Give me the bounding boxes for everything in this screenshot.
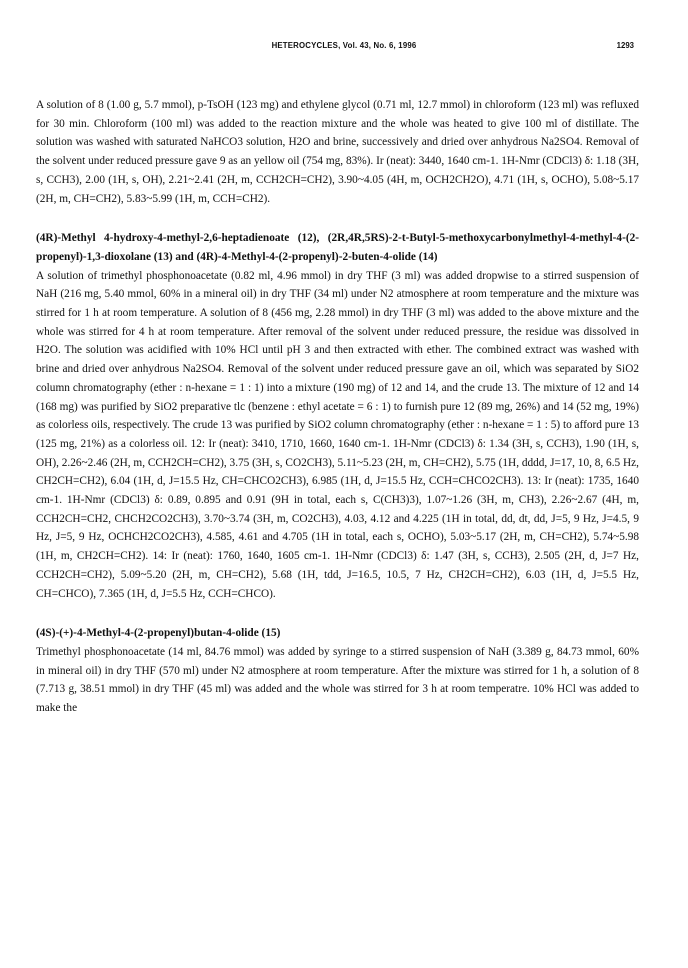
running-header [36, 41, 652, 55]
paragraph-wittig-horner: A solution of trimethyl phosphonoacetate (0.82 ml, 4.96 mmol) in dry THF (3 ml) was added dropwise to a stirred suspension of NaH (216 mg, 5.40 mmol, 60% in a mineral oil) in dry THF (34 ml) under N2 atmosphere at room temperature and the mixture was stirred for 1 h at room temperature. A solution of 8 (456 mg, 2.28 mmol) in dry THF (3 ml) was added to the above mixture and the whole was stirred for 4 h at room temperature. After removal of the solvent under reduced pressure, the residue was dissolved in H2O. The solution was acidified with 10% HCl until pH 3 and then extracted with ether. The combined extract was washed with brine and dried over anhydrous Na2SO4. Removal of the solvent under reduced pressure gave an oil, which was separated by SiO2 column chromatography (ether : n-hexane = 1 : 1) into a mixture (190 mg) of 12 and 14, and the crude 13. The mixture of 12 and 14 (168 mg) was purified by SiO2 preparative tlc (benzene : ethyl acetate = 6 : 1) to furnish pure 12 (89 mg, 26%) and 14 (52 mg, 19%) as colorless oils, respectively. The crude 13 was purified by SiO2 column chromatography (ether : n-hexane = 1 : 5) to afford pure 13 (125 mg, 21%) as a colorless oil. 12: Ir (neat): 3410, 1710, 1660, 1640 cm-1. 1H-Nmr (CDCl3) δ: 1.34 (3H, s, CCH3), 1.90 (1H, s, OH), 2.26~2.46 (2H, m, CCH2CH=CH2), 3.75 (3H, s, CO2CH3), 5.11~5.23 (2H, m, CH=CH2), 5.75 (1H, dddd, J=17, 10, 8, 6.5 Hz, CH2CH=CH2), 6.04 (1H, d, J=15.5 Hz, CH=CHCO2CH3), 6.985 (1H, d, J=15.5 Hz, CCH=CHCO2CH3). 13: Ir (neat): 1735, 1640 cm-1. 1H-Nmr (CDCl3) δ: 0.89, 0.895 and 0.91 (9H in total, each s, C(CH3)3), 1.07~1.26 (3H, m, CH3), 2.26~2.67 (4H, m, CCH2CH=CH2, CHCH2CO2CH3), 3.70~3.74 (3H, m, CO2CH3), 4.03, 4.12 and 4.225 (1H in total, dd, dt, dd, J=5, 9 Hz, J=4.5, 9 Hz, J=5, 9 Hz, OCHCH2CO2CH3), 4.585, 4.61 and 4.705 (1H in total, each s, OCHO), 5.03~5.17 (2H, m, CH=CH2), 5.74~5.98 (1H, m, CH2CH=CH2). 14: Ir (neat): 1760, 1640, 1605 cm-1. 1H-Nmr (CDCl3) δ: 1.47 (3H, s, CCH3), 2.505 (2H, d, J=7 Hz, CCH2CH=CH2), 5.09~5.20 (2H, m, CH=CH2), 5.68 (1H, tdd, J=16.5, 10.5, 7 Hz, CH2CH=CH2), 6.03 (1H, d, J=5.5 Hz, CH=CHCO), 7.365 (1H, d, J=5.5 Hz, CCH=CHCO). [36, 269, 639, 600]
journal-citation: HETEROCYCLES, Vol. 43, No. 6, 1996 [271, 41, 417, 50]
article-body [36, 96, 639, 718]
page-number: 1293 [616, 41, 634, 50]
paragraph-acetalization: A solution of 8 (1.00 g, 5.7 mmol), p-TsOH (123 mg) and ethylene glycol (0.71 ml, 12.7 mmol) in chloroform (123 ml) was refluxed for 30 min. Chloroform (100 ml) was added to the reaction mixture and the whole was heated to give 100 ml of distillate. The solution was washed with saturated NaHCO3 solution, H2O and brine, successively and dried over anhydrous Na2SO4. Removal of the solvent under reduced pressure gave 9 as an yellow oil (754 mg, 83%). Ir (neat): 3440, 1640 cm-1. 1H-Nmr (CDCl3) δ: 1.18 (3H, s, CCH3), 2.00 (1H, s, OH), 2.21~2.41 (2H, m, CCH2CH=CH2), 3.90~4.05 (4H, m, OCH2CH2O), 4.71 (1H, s, OCHO), 5.08~5.17 (2H, m, CH=CH2), 5.83~5.99 (1H, m, CCH=CH2). [36, 99, 639, 205]
section-heading-15: (4S)-(+)-4-Methyl-4-(2-propenyl)butan-4-olide (15) [36, 627, 281, 640]
paragraph-butanolide: Trimethyl phosphonoacetate (14 ml, 84.76 mmol) was added by syringe to a stirred suspension of NaH (3.389 g, 84.73 mmol, 60% in mineral oil) in dry THF (570 ml) under N2 atmosphere at room temperature. After the mixture was stirred for 1 h, a solution of 8 (7.713 g, 38.51 mmol) in dry THF (45 ml) was added and the whole was stirred for 3 h at room temperatre. 10% HCl was added to make the [36, 645, 639, 715]
section-heading-12-13-14: (4R)-Methyl 4-hydroxy-4-methyl-2,6-heptadienoate (12), (2R,4R,5RS)-2-t-Butyl-5-methoxycarbonylmethyl-4-methyl-4-(2-propenyl)-1,3-dioxolane (13) and (4R)-4-Methyl-4-(2-propenyl)-2-buten-4-olide (14) [36, 232, 639, 263]
